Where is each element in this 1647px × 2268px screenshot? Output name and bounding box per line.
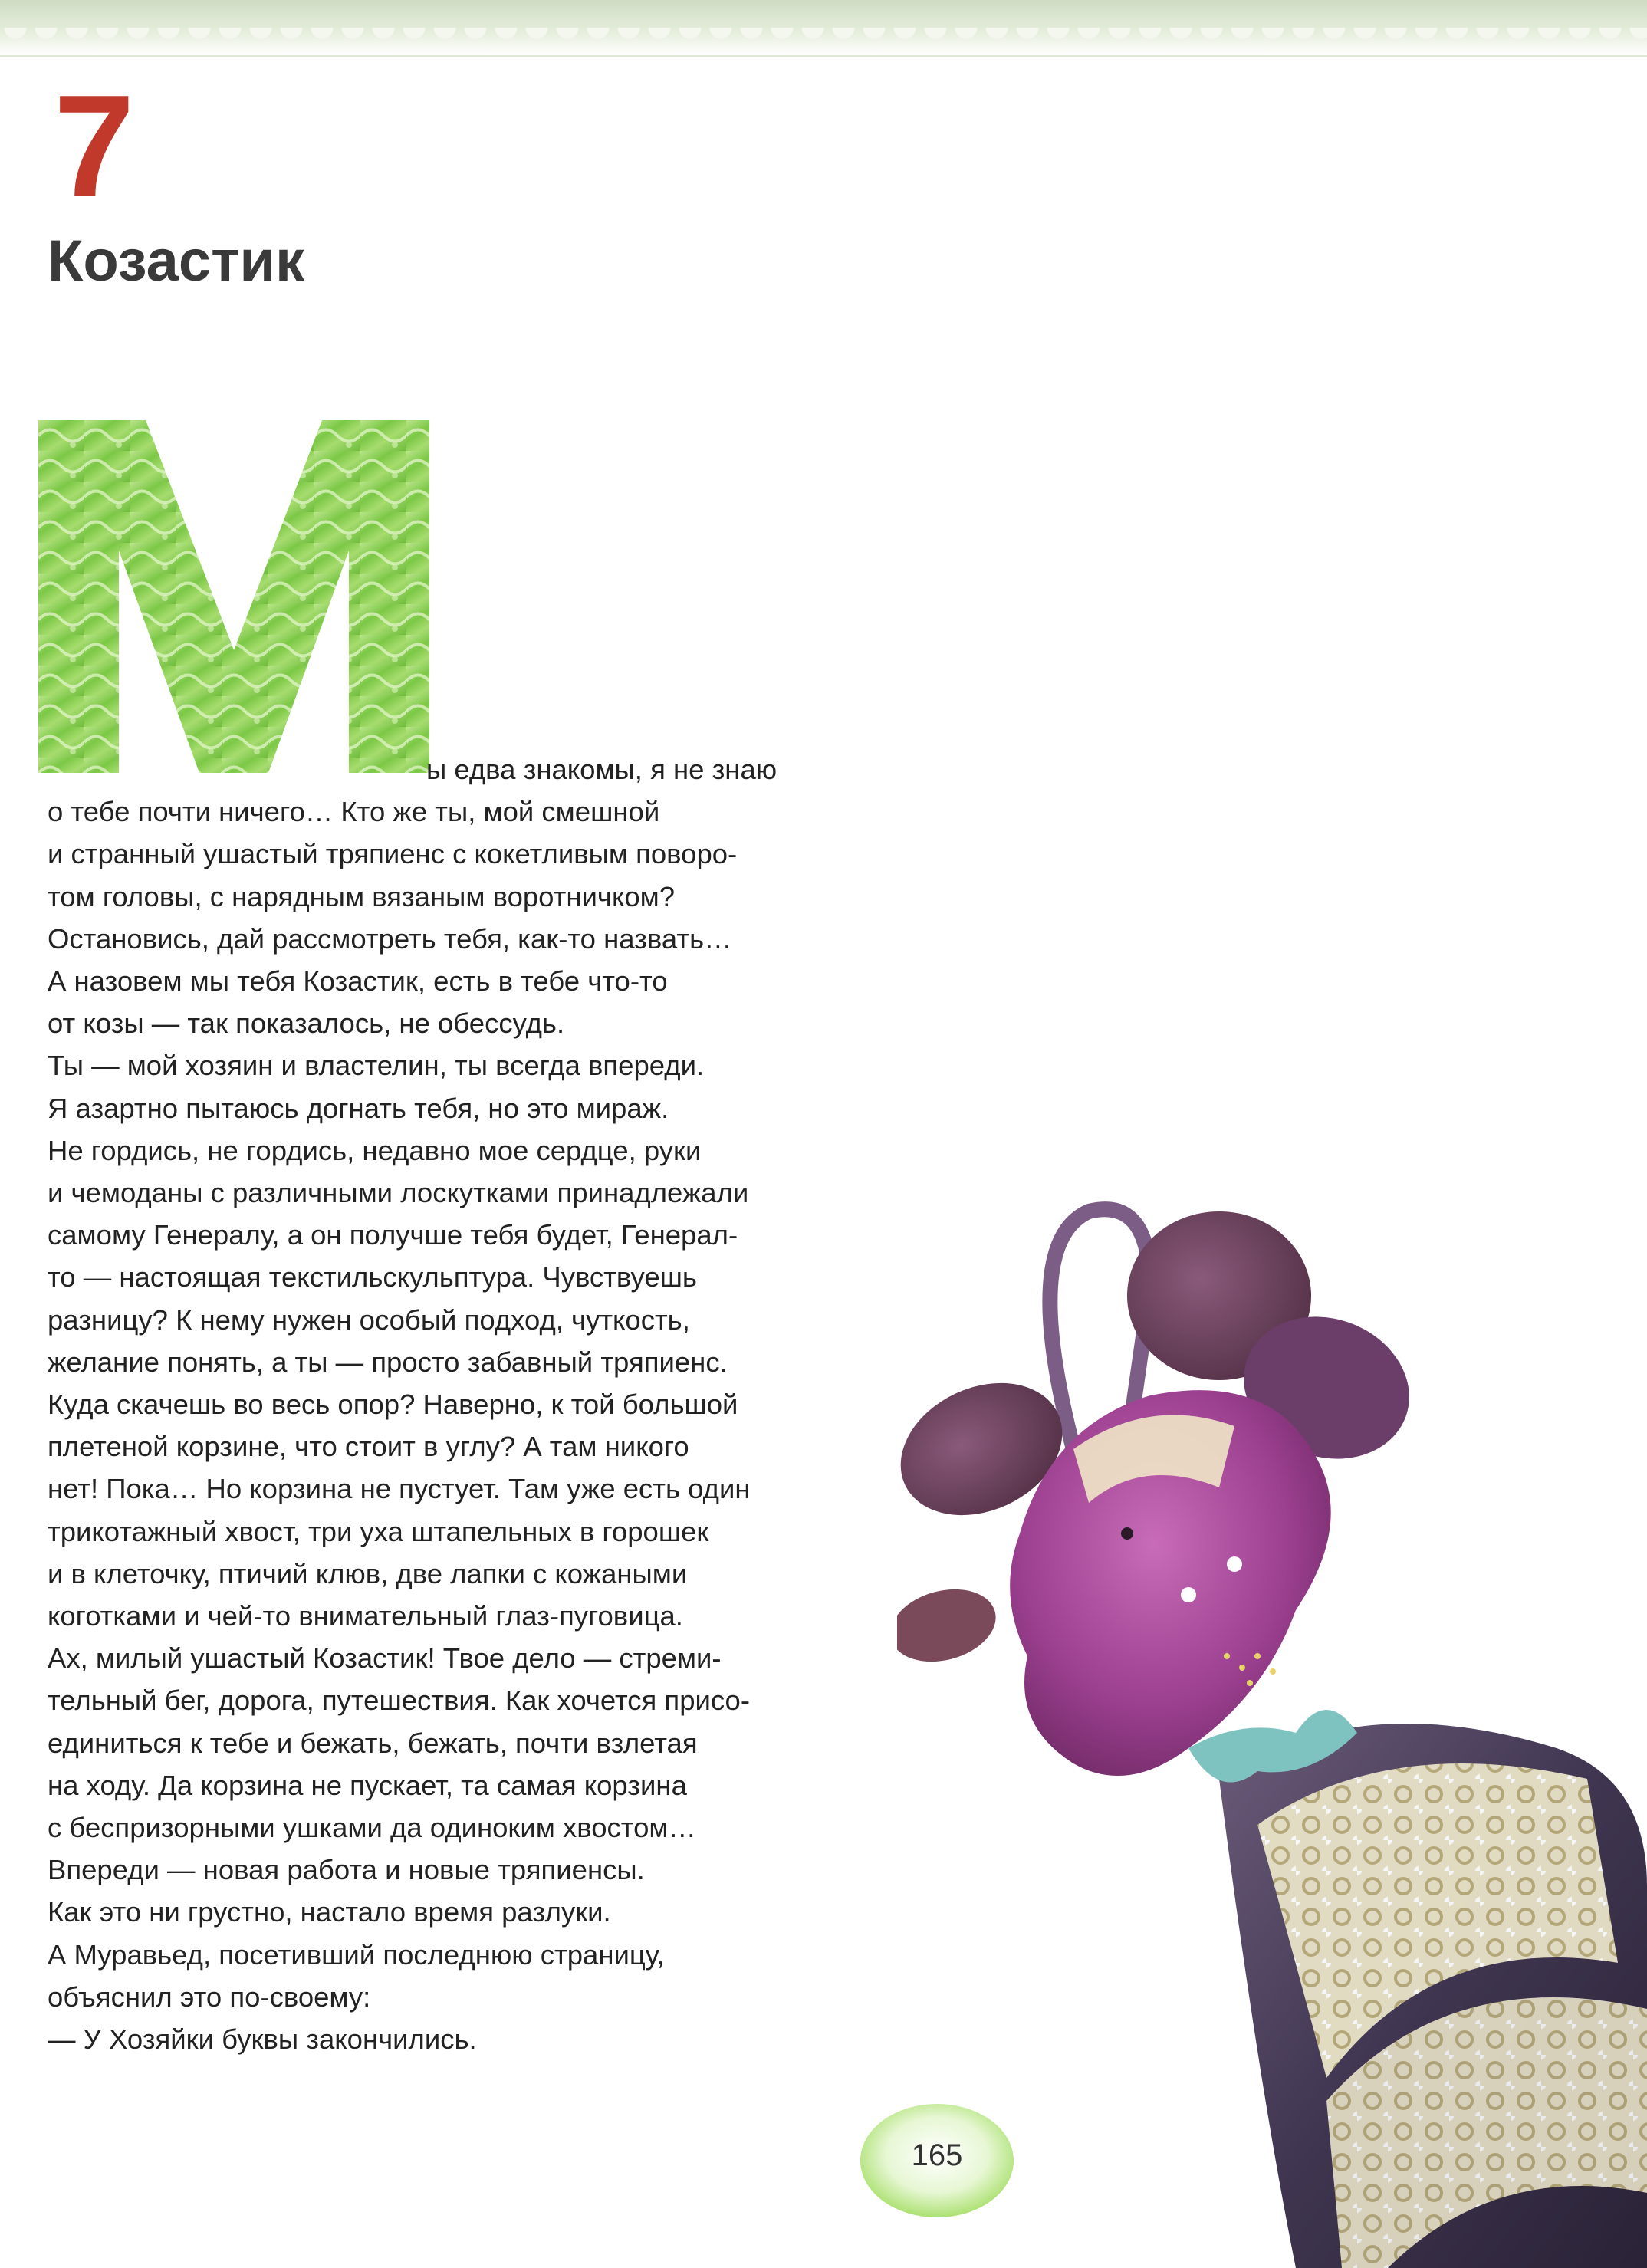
story-text bbox=[48, 748, 914, 2060]
dropcap-letter-shape bbox=[38, 420, 429, 773]
story-line: желание понять, а ты — просто забавный тряпиенс. bbox=[48, 1346, 728, 1378]
dropcap bbox=[38, 420, 429, 773]
story-line: объяснил это по-своему: bbox=[48, 1980, 371, 2013]
chapter-title: Козастик bbox=[48, 228, 305, 294]
toy-cheek bbox=[897, 1578, 1004, 1672]
story-line: нет! Пока… Но корзина не пустует. Там уже есть один bbox=[48, 1473, 751, 1505]
story-line: коготками и чей-то внимательный глаз-пуговица. bbox=[48, 1600, 683, 1632]
page-number: 165 bbox=[911, 2138, 963, 2172]
story-line: тельный бег, дорога, путешествия. Как хочется присо- bbox=[48, 1685, 750, 1717]
story-line: А назовем мы тебя Козастик, есть в тебе что-то bbox=[48, 965, 668, 998]
toy-bead bbox=[1227, 1556, 1242, 1572]
toy-eye bbox=[1121, 1527, 1133, 1540]
story-line: Ах, милый ушастый Козастик! Твое дело — стреми- bbox=[48, 1642, 722, 1675]
story-line: Как это ни грустно, настало время разлуки. bbox=[48, 1896, 611, 1928]
story-line: разницу? К нему нужен особый подход, чуткость, bbox=[48, 1303, 690, 1336]
story-line: ы едва знакомы, я не знаю bbox=[426, 754, 777, 785]
story-line: единиться к тебе и бежать, бежать, почти взлетая bbox=[48, 1727, 698, 1759]
story-line: Впереди — новая работа и новые тряпиенсы. bbox=[48, 1854, 645, 1886]
story-line: — У Хозяйки буквы закончились. bbox=[48, 2023, 477, 2056]
story-line: самому Генералу, а он получше тебя будет, Генерал- bbox=[48, 1219, 738, 1251]
story-line: от козы — так показалось, не обессудь. bbox=[48, 1007, 565, 1040]
story-line: Куда скачешь во весь опор? Наверно, к той большой bbox=[48, 1389, 738, 1421]
story-line: то — настоящая текстильскульптура. Чувствуешь bbox=[48, 1261, 697, 1293]
story-line: и странный ушастый тряпиенс с кокетливым поворо- bbox=[48, 838, 738, 870]
story-line: А Муравьед, посетивший последнюю страницу, bbox=[48, 1938, 665, 1971]
story-line: и в клеточку, птичий клюв, две лапки с кожаными bbox=[48, 1557, 688, 1589]
story-line: трикотажный хвост, три уха штапельных в горошек bbox=[48, 1515, 709, 1547]
story-line: и чемоданы с различными лоскутками принадлежали bbox=[48, 1177, 749, 1209]
story-line: том головы, с нарядным вязаным воротничком? bbox=[48, 880, 676, 912]
story-line: о тебе почти ничего… Кто же ты, мой смешной bbox=[48, 796, 660, 828]
story-line: Я азартно пытаюсь догнать тебя, но это мираж. bbox=[48, 1092, 669, 1124]
chapter-number: 7 bbox=[54, 65, 132, 228]
lace-border bbox=[0, 0, 1647, 57]
story-line: Не гордись, не гордись, недавно мое сердце, руки bbox=[48, 1134, 702, 1166]
toy-bead bbox=[1181, 1587, 1196, 1602]
story-line: Остановись, дай рассмотреть тебя, как-то назвать… bbox=[48, 922, 732, 955]
story-line: с беспризорными ушками да одиноким хвостом… bbox=[48, 1812, 697, 1844]
story-line: Ты — мой хозяин и властелин, ты всегда впереди. bbox=[48, 1050, 705, 1082]
story-line: на ходу. Да корзина не пускает, та самая корзина bbox=[48, 1769, 687, 1801]
story-line: плетеной корзине, что стоит в углу? А там никого bbox=[48, 1431, 689, 1463]
